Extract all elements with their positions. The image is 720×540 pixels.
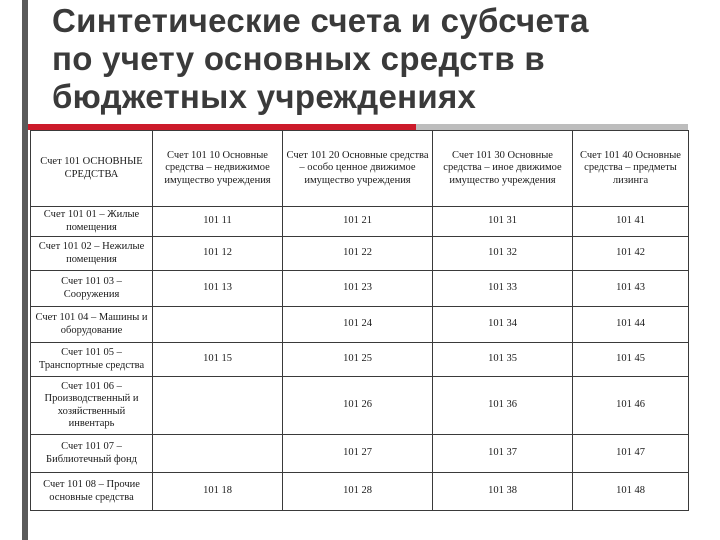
table-cell: 101 36 — [433, 377, 573, 435]
table-cell: 101 22 — [283, 237, 433, 271]
row-label: Счет 101 06 – Производственный и хозяйственный инвентарь — [31, 377, 153, 435]
title-line-2: по учету основных средств в — [52, 40, 546, 77]
table-row — [31, 377, 689, 435]
row-label: Счет 101 05 – Транспортные средства — [31, 343, 153, 377]
table-cell: 101 11 — [153, 207, 283, 237]
table-cell: 101 18 — [153, 473, 283, 511]
header-corner: Счет 101 ОСНОВНЫЕ СРЕДСТВА — [31, 131, 153, 207]
table-cell: 101 21 — [283, 207, 433, 237]
table-cell: 101 32 — [433, 237, 573, 271]
table-row — [31, 435, 689, 473]
table-cell: 101 26 — [283, 377, 433, 435]
table-cell: 101 42 — [573, 237, 689, 271]
table-row — [31, 271, 689, 307]
row-label: Счет 101 04 – Машины и оборудование — [31, 307, 153, 343]
table-cell: 101 13 — [153, 271, 283, 307]
row-label: Счет 101 01 – Жилые помещения — [31, 207, 153, 237]
table-row — [31, 207, 689, 237]
table-cell — [153, 435, 283, 473]
table-cell: 101 41 — [573, 207, 689, 237]
row-label: Счет 101 07 – Библиотечный фонд — [31, 435, 153, 473]
table-cell: 101 43 — [573, 271, 689, 307]
table-row — [31, 307, 689, 343]
table-cell: 101 27 — [283, 435, 433, 473]
table-cell: 101 35 — [433, 343, 573, 377]
row-label: Счет 101 02 – Нежилые помещения — [31, 237, 153, 271]
table-cell: 101 48 — [573, 473, 689, 511]
table-cell: 101 24 — [283, 307, 433, 343]
accounts-table — [30, 130, 689, 511]
table-cell: 101 45 — [573, 343, 689, 377]
title-line-1: Синтетические счета и субсчета — [52, 2, 589, 39]
title-line-3: бюджетных учреждениях — [52, 78, 477, 115]
table-row — [31, 473, 689, 511]
slide-title — [52, 2, 712, 116]
header-col-4: Счет 101 40 Основные средства – предметы лизинга — [573, 131, 689, 207]
table-cell: 101 46 — [573, 377, 689, 435]
table-cell — [153, 377, 283, 435]
table-cell: 101 33 — [433, 271, 573, 307]
left-decorative-bar — [22, 0, 28, 540]
header-col-1: Счет 101 10 Основные средства – недвижимое имущество учреждения — [153, 131, 283, 207]
row-label: Счет 101 03 – Сооружения — [31, 271, 153, 307]
header-col-3: Счет 101 30 Основные средства – иное движимое имущество учреждения — [433, 131, 573, 207]
table-cell: 101 12 — [153, 237, 283, 271]
table-row — [31, 237, 689, 271]
table-cell: 101 23 — [283, 271, 433, 307]
table-cell — [153, 307, 283, 343]
header-col-2: Счет 101 20 Основные средства – особо ценное движимое имущество учреждения — [283, 131, 433, 207]
table-cell: 101 38 — [433, 473, 573, 511]
table-cell: 101 34 — [433, 307, 573, 343]
row-label: Счет 101 08 – Прочие основные средства — [31, 473, 153, 511]
table-cell: 101 47 — [573, 435, 689, 473]
table-cell: 101 44 — [573, 307, 689, 343]
table-cell: 101 31 — [433, 207, 573, 237]
table-row — [31, 343, 689, 377]
table-cell: 101 15 — [153, 343, 283, 377]
table-cell: 101 25 — [283, 343, 433, 377]
table-header-row — [31, 131, 689, 207]
table-cell: 101 28 — [283, 473, 433, 511]
table-cell: 101 37 — [433, 435, 573, 473]
